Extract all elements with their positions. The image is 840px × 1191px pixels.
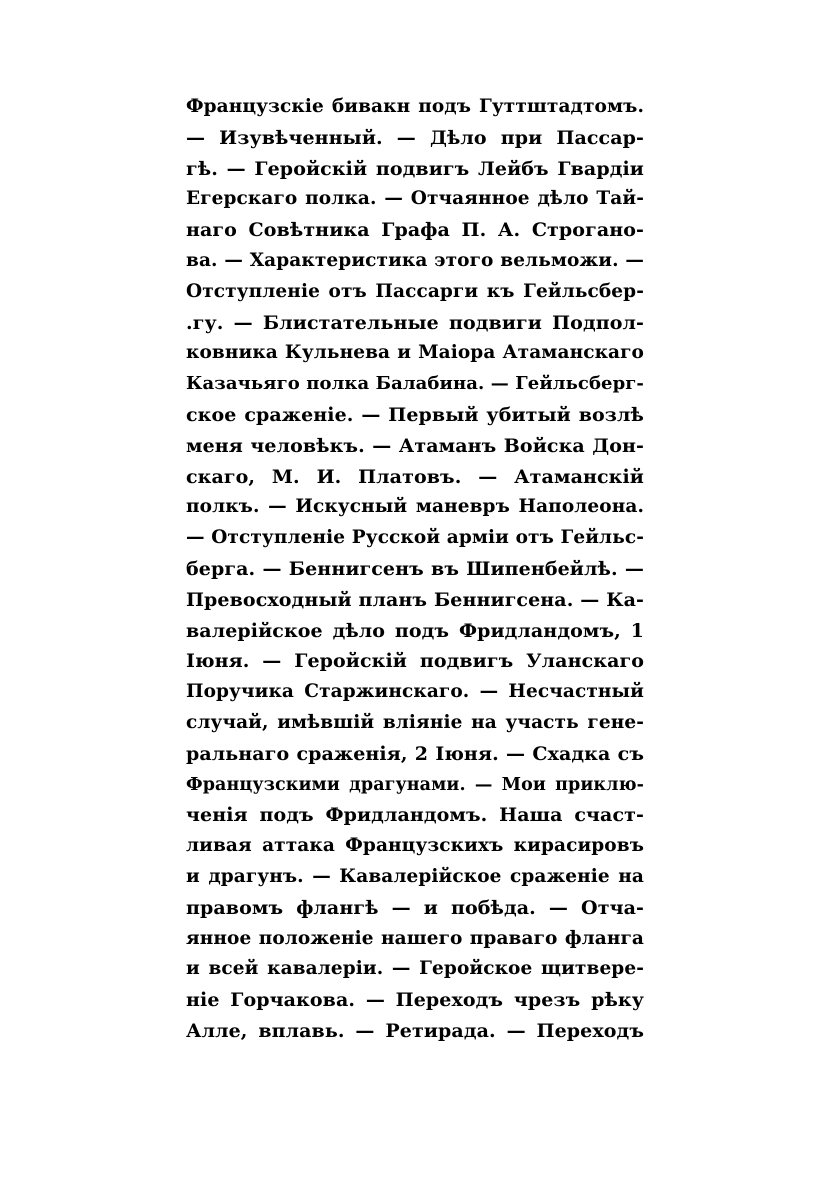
text-line: ральнаго сраженія, 2 Іюня. — Схадка съ — [186, 742, 644, 765]
text-line: ское сраженіе. — Первый убитый возлѣ — [186, 403, 644, 426]
text-line: Егерскаго полка. — Отчаянное дѣло Тай- — [186, 188, 644, 210]
text-line: Превосходный планъ Беннигсена. — Ка- — [186, 588, 644, 611]
text-line: гѣ. — Геройскій подвигъ Лейбъ Гвардіи — [186, 157, 644, 180]
text-line: — Отступленіе Русской арміи отъ Гейльс- — [186, 527, 644, 549]
text-line: — Изувѣченный. — Дѣло при Пассар- — [186, 126, 644, 149]
text-line: янное положеніе нашего праваго фланга — [186, 927, 644, 949]
text-line: Французскіе бивакн подъ Гуттштадтомъ. — [186, 96, 644, 117]
text-line: ченія подъ Фридландомъ. Наша счаст- — [186, 804, 644, 827]
text-line: меня человѣкъ. — Атаманъ Войска Дон- — [186, 434, 644, 457]
text-line: и драгунъ. — Кавалерійское сраженіе на — [186, 865, 644, 887]
text-line: валерійское дѣло подъ Фридландомъ, 1 — [186, 619, 644, 642]
text-line: Казачьяго полка Балабина. — Гейльсберг- — [186, 373, 644, 395]
text-line: ва. — Характеристика этого вельможи. — — [186, 249, 644, 271]
text-line: скаго, М. И. Платовъ. — Атаманскій — [186, 465, 644, 488]
contents-text-block — [186, 92, 644, 1047]
text-line: Іюня. — Геройскій подвигъ Уланскаго — [186, 650, 644, 673]
text-line: случай, имѣвшій вліяніе на участь гене- — [186, 711, 644, 733]
text-line: Французскими драгунами. — Мои приклю- — [186, 774, 644, 795]
text-line: наго Совѣтника Графа П. А. Строгано- — [186, 219, 644, 242]
text-line: берга. — Беннигсенъ въ Шипенбейлѣ. — — [186, 557, 644, 580]
text-line: полкъ. — Искусный маневръ Наполеона. — [186, 496, 644, 518]
text-line: Алле, вплавь. — Ретирада. — Переходъ — [186, 1019, 644, 1042]
text-line: правомъ флангѣ — и побѣда. — Отча- — [186, 896, 644, 919]
text-line: ніе Горчакова. — Переходъ чрезъ рѣку — [186, 989, 644, 1012]
text-line: ковника Кульнева и Маіора Атаманскаго — [186, 342, 644, 364]
text-line: Отступленіе отъ Пассарги къ Гейльсбер- — [186, 280, 644, 302]
text-line: и всей кавалеріи. — Геройское щитвере- — [186, 958, 644, 980]
text-line: .гу. — Блистательные подвиги Подпол- — [186, 311, 644, 334]
text-line: ливая аттака Французскихъ кирасировъ — [186, 835, 644, 857]
text-line: Поручика Старжинскаго. — Несчастный — [186, 681, 644, 703]
